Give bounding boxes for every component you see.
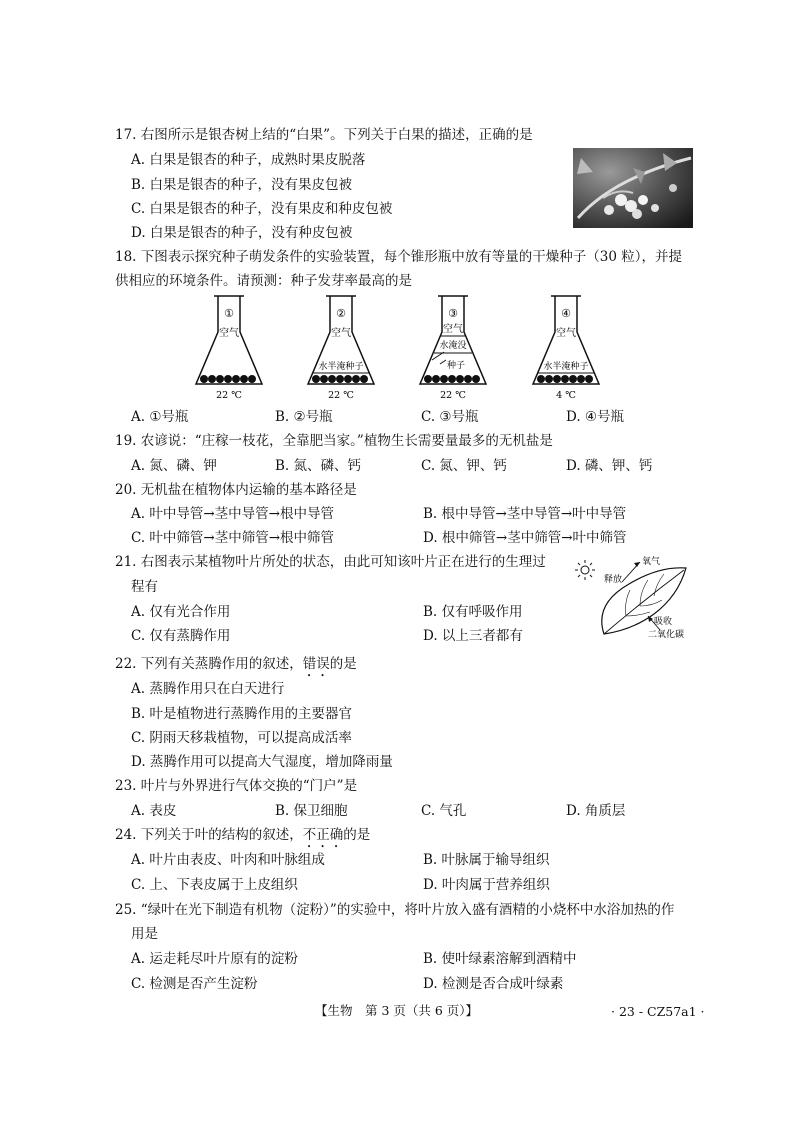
- flask-2-water-note: 水半淹种子: [318, 362, 364, 372]
- flask-4: [527, 294, 605, 402]
- q24-option-b: B. 叶脉属于输导组织: [423, 852, 550, 868]
- q20-option-c: C. 叶中筛管→茎中筛管→根中筛管: [131, 530, 335, 546]
- q21-stem-line1: 21. 右图表示某植物叶片所处的状态，由此可知该叶片正在进行的生理过: [115, 554, 546, 570]
- q25-stem-line1: 25. “绿叶在光下制造有机物（淀粉）”的实验中，将叶片放入盛有酒精的小烧杯中水浴加热的作: [115, 902, 675, 918]
- fig-co2-label: 二氧化碳: [648, 630, 685, 640]
- q20-option-d: D. 根中筛管→茎中筛管→叶中筛管: [423, 530, 627, 546]
- fig-release-label: 释放: [604, 575, 623, 585]
- q22-stem-prefix: 22. 下列有关蒸腾作用的叙述，: [115, 656, 303, 672]
- q17-option-c: C. 白果是银杏的种子，没有果皮和种皮包被: [131, 201, 393, 217]
- flask-3-number: ③: [448, 307, 458, 320]
- q22-stem-emphasis: 错误: [302, 656, 330, 672]
- q24-option-d: D. 叶肉属于营养组织: [423, 877, 550, 893]
- q19-option-b: B. 氮、磷、钙: [275, 458, 362, 474]
- q19-stem: 19. 农谚说：“庄稼一枝花，全靠肥当家。”植物生长需要量最多的无机盐是: [115, 433, 553, 449]
- q17-option-d: D. 白果是银杏的种子，没有种皮包被: [131, 225, 353, 241]
- q18-option-a: A. ①号瓶: [131, 409, 189, 425]
- q25-option-a: A. 运走耗尽叶片原有的淀粉: [131, 951, 298, 967]
- q25-option-c: C. 检测是否产生淀粉: [131, 976, 258, 992]
- q22-option-a: A. 蒸腾作用只在白天进行: [131, 681, 285, 697]
- q24-stem-emphasis: 不正确: [302, 827, 344, 843]
- q23-stem: 23. 叶片与外界进行气体交换的“门户”是: [115, 778, 358, 794]
- flask-2-temp: 22 ℃: [328, 390, 354, 401]
- q20-stem: 20. 无机盐在植物体内运输的基本路径是: [115, 482, 357, 498]
- q24-stem-prefix: 24. 下列关于叶的结构的叙述，: [115, 827, 303, 843]
- q18-option-b: B. ②号瓶: [275, 409, 333, 425]
- q25-option-d: D. 检测是否合成叶绿素: [423, 976, 564, 992]
- flask-1: [192, 294, 266, 402]
- q22-stem-suffix: 的是: [329, 656, 357, 672]
- q25-stem-line2: 用是: [131, 926, 158, 942]
- q17-stem: 17. 右图所示是银杏树上结的“白果”。下列关于白果的描述，正确的是: [115, 127, 533, 143]
- q18-option-d: D. ④号瓶: [566, 409, 625, 425]
- q19-option-d: D. 磷、钾、钙: [566, 458, 653, 474]
- q20-option-a: A. 叶中导管→茎中导管→根中导管: [131, 506, 334, 522]
- q22-stem: [115, 655, 357, 680]
- fig-oxygen-label: 氧气: [642, 557, 661, 567]
- flask-4-number: ④: [561, 307, 571, 320]
- page-footer-code: · 23 - CZ57a1 ·: [611, 1004, 705, 1019]
- q21-stem-line2: 程有: [131, 579, 158, 595]
- flask-3-seed-label: 种子: [446, 361, 466, 371]
- leaf-gas-exchange-figure: [574, 554, 692, 640]
- q21-option-d: D. 以上三者都有: [423, 628, 523, 644]
- flask-3-water-note: 水淹没: [439, 341, 467, 351]
- flask-4-air: 空气: [556, 328, 576, 339]
- q25-option-b: B. 使叶绿素溶解到酒精中: [423, 951, 577, 967]
- q24-stem: [115, 826, 370, 851]
- q21-option-c: C. 仅有蒸腾作用: [131, 628, 231, 644]
- q20-option-b: B. 根中导管→茎中导管→叶中导管: [423, 506, 627, 522]
- q17-option-b: B. 白果是银杏的种子，没有果皮包被: [131, 177, 353, 193]
- sun-icon: [575, 560, 595, 580]
- flask-2-number: ②: [336, 307, 346, 320]
- q23-option-a: A. 表皮: [131, 803, 177, 819]
- flask-3-air: 空气: [443, 324, 463, 335]
- q23-option-b: B. 保卫细胞: [275, 803, 348, 819]
- flask-2-air: 空气: [331, 328, 351, 339]
- flask-4-temp: 4 ℃: [556, 390, 576, 401]
- q22-option-d: D. 蒸腾作用可以提高大气湿度，增加降雨量: [131, 754, 393, 770]
- q17-option-a: A. 白果是银杏的种子，成熟时果皮脱落: [131, 152, 366, 168]
- q18-stem-line2: 供相应的环境条件。请预测：种子发芽率最高的是: [115, 273, 412, 289]
- q22-option-b: B. 叶是植物进行蒸腾作用的主要器官: [131, 706, 353, 722]
- q18-option-c: C. ③号瓶: [421, 409, 479, 425]
- q23-option-c: C. 气孔: [421, 803, 467, 819]
- q23-option-d: D. 角质层: [566, 803, 626, 819]
- fig-absorb-label: 吸收: [654, 617, 673, 627]
- flask-1-air: 空气: [219, 328, 239, 339]
- q21-option-b: B. 仅有呼吸作用: [423, 604, 523, 620]
- q24-option-c: C. 上、下表皮属于上皮组织: [131, 877, 298, 893]
- ginkgo-photo: [573, 148, 693, 228]
- q19-option-a: A. 氮、磷、钾: [131, 458, 217, 474]
- q22-option-c: C. 阴雨天移栽植物，可以提高成活率: [131, 730, 352, 746]
- q21-option-a: A. 仅有光合作用: [131, 604, 231, 620]
- page-footer-center: 【生物 第 3 页（共 6 页）】: [315, 1003, 479, 1018]
- q19-option-c: C. 氮、钾、钙: [421, 458, 507, 474]
- flask-2: [302, 294, 380, 402]
- flask-1-temp: 22 ℃: [216, 390, 242, 401]
- flask-4-water-note: 水半淹种子: [543, 362, 589, 372]
- q24-option-a: A. 叶片由表皮、叶肉和叶脉组成: [131, 852, 325, 868]
- flask-3-temp: 22 ℃: [440, 390, 466, 401]
- flask-1-number: ①: [224, 307, 234, 320]
- flask-3: [414, 294, 492, 402]
- q18-stem-line1: 18. 下图表示探究种子萌发条件的实验装置，每个锥形瓶中放有等量的干燥种子（30 粒），并提: [115, 249, 682, 265]
- q24-stem-suffix: 的是: [343, 827, 371, 843]
